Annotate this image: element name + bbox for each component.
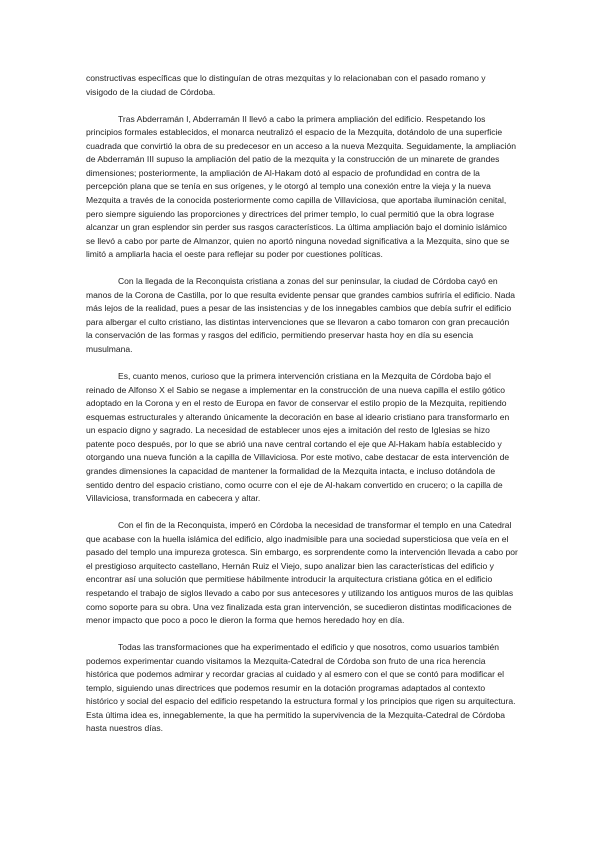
paragraph-5: Con el fin de la Reconquista, imperó en Córdoba la necesidad de transformar el templo en una Catedral que acabase con la huella islámica del edificio, algo inadmisible para una sociedad supersticiosa que veía en el pasado del templo una impureza grotesca. Sin embargo, es sorprendente como la intervención llevada a cabo por el prestigioso arquitecto castellano, Hernán Ruiz el Viejo, supo analizar bien las características del edificio y encontrar así una solución que permitiese hábilmente introducir la arquitectura cristiana gótica en el edificio respetando el trabajo de siglos llevado a cabo por sus antecesores y utilizando los antiguos muros de las quiblas como soporte para su obra. Una vez finalizada esta gran intervención, se sucedieron distintas modificaciones de menor impacto que poco a poco le dieron la forma que hemos heredado hoy en día. xyxy=(86,520,518,626)
paragraph-4: Es, cuanto menos, curioso que la primera intervención cristiana en la Mezquita de Córdoba bajo el reinado de Alfonso X el Sabio se negase a implementar en la construcción de una nueva capilla el estilo gótico adoptado en la Corona y en el resto de Europa en favor de conservar el estilo propio de la Mezquita, repitiendo esquemas estructurales y alterando únicamente la decoración en base al ideario cristiano para transformarlo en un espacio digno y sagrado. La necesidad de establecer unos ejes a imitación del resto de Iglesias se hizo patente poco después, por lo que se abrió una nave central cortando el eje que Al-Hakam había establecido y otorgando una nueva función a la capilla de Villaviciosa. Por este motivo, cabe destacar de esta intervención de grandes dimensiones la capacidad de mantener la formalidad de la Mezquita intacta, e incluso dotándola de sentido dentro del espacio cristiano, como ocurre con el eje de Al-hakam convertido en crucero; o la capilla de Villaviciosa, transformada en cabecera y altar. xyxy=(86,371,510,504)
paragraph-6: Todas las transformaciones que ha experimentado el edificio y que nosotros, como usuarios también podemos experimentar cuando visitamos la Mezquita-Catedral de Córdoba son fruto de una rica herencia histórica que podemos admirar y recordar gracias al cuidado y al esmero con el que se contó para modificar el templo, siguiendo unas directrices que podemos resumir en la dotación programas adaptados al contexto histórico y social del espacio del edificio respetando la estructura formal y los principios que rigen su arquitectura. Esta última idea es, innegablemente, la que ha permitido la supervivencia de la Mezquita-Catedral de Córdoba hasta nuestros días. xyxy=(86,642,516,734)
paragraph-3: Con la llegada de la Reconquista cristiana a zonas del sur peninsular, la ciudad de Córdoba cayó en manos de la Corona de Castilla, por lo que resulta evidente pensar que grandes cambios sufriría el edificio. Nada más lejos de la realidad, pues a pesar de las insistencias y de los innegables cambios que debía sufrir el edificio para albergar el culto cristiano, las distintas intervenciones que se llevaron a cabo tomaron con gran precaución la conservación de las formas y rasgos del edificio, permitiendo preservar hasta hoy en día su esencia musulmana. xyxy=(86,276,516,355)
paragraph-1: constructivas específicas que lo distinguían de otras mezquitas y lo relacionaban con el pasado romano y visigodo de la ciudad de Córdoba. xyxy=(86,73,486,97)
paragraph-2: Tras Abderramán I, Abderramán II llevó a cabo la primera ampliación del edificio. Respetando los principios formales establecidos, el monarca neutralizó el espacio de la Mezquita, dotándolo de una superficie cuadrada que convirtió la obra de su predecesor en un acceso a la nueva Mezquita. Seguidamente, la ampliación de Abderramán III supuso la ampliación del patio de la mezquita y la construcción de un minarete de grandes dimensiones; posteriormente, la ampliación de Al-Hakam dotó al espacio de profundidad en contra de la percepción plana que se tenía en sus orígenes, y le otorgó al templo una conexión entre la vieja y la nueva Mezquita a través de la conocida posteriormente como capilla de Villaviciosa, que aportaba iluminación cenital, pero siempre siguiendo las proporciones y directrices del primer templo, lo cual permitió que la obra lograse alcanzar un gran esplendor sin perder sus rasgos característicos. La última ampliación bajo el dominio islámico se llevó a cabo por parte de Almanzor, quien no aportó ninguna novedad significativa a la Mezquita, sino que se limitó a ampliarla hacia el oeste para reflejar su poder por cuestiones políticas. xyxy=(86,113,516,260)
